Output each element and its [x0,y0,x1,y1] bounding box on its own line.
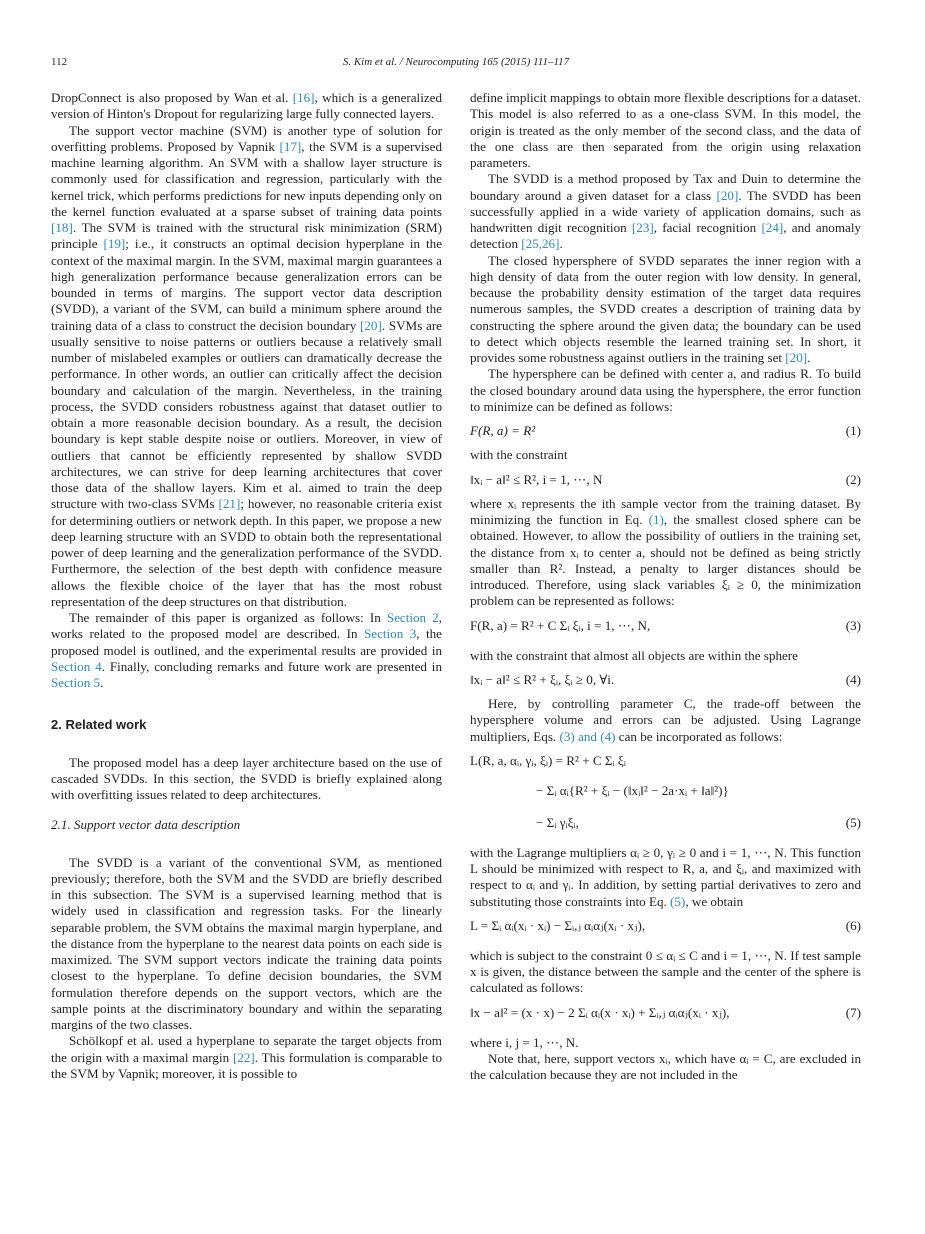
paragraph: Here, by controlling parameter C, the trade-off between the hypersphere volume and errors can be adjusted. Using Lagrange multipliers, Eqs. (3) and (4) can be incorporated as follows: [470,696,861,744]
equation-1: F(R, a) = R² (1) [470,423,861,438]
section-link[interactable]: Section 3 [363,626,417,642]
citation-link[interactable]: [23] [631,220,654,235]
paragraph: Schölkopf et al. used a hyperplane to separate the target objects from the origin with a maximal margin [22]. This formulation is comparable to the SVM by Vapnik; moreover, it is possible to [51,1033,442,1081]
citation-link[interactable]: [22] [232,1049,255,1065]
section-link[interactable]: Section 5 [51,675,101,690]
section-link[interactable]: Section 2 [386,610,439,625]
paragraph: where xᵢ represents the ith sample vector from the training dataset. By minimizing the function in Eq. (1), the smallest closed sphere can be obtained. However, to allow the possibility of outliers in the training set, the distance from xᵢ to center a, should not be defined as being strictly smaller than R². Instead, a penalty to larger distances should be introduced. Therefore, using slack variables ξᵢ ≥ 0, the minimization problem can be represented as follows: [470,495,861,609]
subsection-heading: 2.1. Support vector data description [51,817,241,833]
paragraph: with the Lagrange multipliers αᵢ ≥ 0, γᵢ ≥ 0 and i = 1, ⋯, N. This function L should be minimized with respect to R, a, and ξᵢ, and maximized with respect to αᵢ and γᵢ. In addition, by setting partial derivatives to zero and substituting those constraints into Eq. (5), we obtain [470,844,861,909]
paragraph: The SVDD is a method proposed by Tax and Duin to determine the boundary around a given dataset for a class [20]. The SVDD has been successfully applied in a wide variety of application domains, such as handwritten digit recognition [23], facial recognition [24], and anomaly detection [25,26]. [470,171,862,252]
equation-number: (4) [845,671,861,687]
citation-link[interactable]: [16] [292,90,315,105]
paragraph: The SVDD is a variant of the conventional SVM, as mentioned previously; therefore, both the SVM and the SVDD are briefly described in this subsection. The SVM is a supervised learning method that is widely used in classification and regression tasks. For the linearly separable problem, the SVM obtains the maximal margin hyperplane, and the distance from the hyperplane to the nearest data points on each side is maximized. The SVM support vectors indicate the training data points closest to the hyperplane. To define decision boundaries, the SVM formulation therefore depends on the support vectors, which are the sample points at the discriminatory boundary and within the separating margins of the two classes. [51,854,442,1032]
citation-link[interactable]: [21] [218,496,241,512]
paragraph: with the constraint [470,447,568,463]
citation-link[interactable]: [20] [785,350,808,365]
paragraph: The remainder of this paper is organized as follows: In Section 2, works related to the proposed model are described. In Section 3, the proposed model is outlined, and the experimental results are provided in Section 4. Finally, concluding remarks and future work are presented in Section 5. [51,610,442,690]
equation-7: ‖x − a‖² = (x · x) − 2 Σᵢ αᵢ(x · xᵢ) + Σᵢ,ⱼ αᵢαⱼ(xᵢ · xⱼ), (7) [470,1004,861,1020]
equation-6: L = Σᵢ αᵢ(xᵢ · xᵢ) − Σᵢ,ⱼ αᵢαⱼ(xᵢ · xⱼ), (6) [470,917,861,933]
citation-link[interactable]: [20] [716,187,739,203]
equation-2: ‖xᵢ − a‖² ≤ R², i = 1, ⋯, N (2) [470,471,861,487]
paragraph: DropConnect is also proposed by Wan et al. [16], which is a generalized version of Hinton's Dropout for regularizing large fully connected layers. [51,90,442,122]
page-number: 112 [51,56,68,68]
paragraph: define implicit mappings to obtain more flexible descriptions for a dataset. This model is also referred to as a one-class SVM. In this model, the origin is treated as the only member of the second class, and the data of the one class are then separated from the origin using relaxation parameters. [470,90,861,170]
equation-number: (5) [845,814,861,830]
paragraph: which is subject to the constraint 0 ≤ αᵢ ≤ C and i = 1, ⋯, N. If test sample x is given, the distance between the sample and the center of the sphere is calculated as follows: [470,947,861,996]
citation-link[interactable]: [19] [103,236,126,252]
equation-4: ‖xᵢ − a‖² ≤ R² + ξᵢ, ξᵢ ≥ 0, ∀i. (4) [470,671,861,687]
equation-number: (7) [845,1004,861,1020]
paragraph: where i, j = 1, ⋯, N. [470,1034,579,1050]
left-column [51,90,442,1082]
section-heading: 2. Related work [51,717,147,733]
paragraph: Note that, here, support vectors xᵢ, which have αᵢ = C, are excluded in the calculation because they are not included in the [470,1050,861,1082]
equation-number: (1) [845,423,861,438]
paragraph: The closed hypersphere of SVDD separates the inner region with a high density of data from the outer region with low density. In general, because the probability density estimation of the target data requires numerous samples, the SVDD creates a description of training data by constructing the sphere around the given data; the boundary can be used to detect which objects resemble the learned training set. In short, it provides some robustness against outliers in the training set [20]. [470,252,861,365]
right-column [470,90,861,1083]
citation-link[interactable]: [24] [761,220,784,235]
equation-link[interactable]: (3) and (4) [559,728,616,744]
paragraph: The hypersphere can be defined with center a, and radius R. To build the closed boundary around data using the hypersphere, the error function to minimize can be defined as follows: [470,366,861,414]
journal-citation: S. Kim et al. / Neurocomputing 165 (2015) 111–117 [342,56,570,68]
equation-link[interactable]: (1) [648,512,664,527]
equation-number: (6) [845,917,861,933]
citation-link[interactable]: [17] [279,138,302,154]
equation-number: (2) [845,471,861,487]
citation-link[interactable]: [25,26] [521,236,560,252]
equation-link[interactable]: (5) [670,893,686,909]
citation-link[interactable]: [20] [360,317,382,333]
section-link[interactable]: Section 4 [51,658,102,674]
paragraph: with the constraint that almost all objects are within the sphere [470,647,798,663]
equation-3: F(R, a) = R² + C Σᵢ ξᵢ, i = 1, ⋯, N, (3) [470,617,861,633]
paragraph: The support vector machine (SVM) is another type of solution for overfitting problems. Proposed by Vapnik [17], the SVM is a supervised machine learning algorithm. An SVM with a shallow layer structure is commonly used for classification and regression, particularly with the kernel trick, which performs predictions for new inputs depending only on the kernel function evaluated at a sparse subset of training data points [18]. The SVM is trained with the structural risk minimization (SRM) principle [19]; i.e., it constructs an optimal decision hyperplane in the context of the maximal margin. In the SVM, maximal margin guarantees a high generalization performance because generalization errors can be bounded in terms of margins. The support vector data description (SVDD), a variant of the SVM, can build a minimum sphere around the training data of a class to construct the decision boundary [20]. SVMs are usually sensitive to noise patterns or outliers because a relatively small number of mislabeled examples or outliers can dramatically decrease the performance. In other words, an outlier can critically affect the decision boundary and calculation of the margin. Nevertheless, in the training process, the SVDD considers robustness against that dataset outlier to obtain a more reasonable decision boundary. As a result, the decision boundary is kept stable despite noise or outliers. Moreover, in view of outliers that cannot be efficiently represented by shallow SVDD architectures, we can strive for deep learning architectures that cover those data of the shallow layers. Kim et al. aimed to train the deep structure with two-class SVMs [21]; however, no reasonable criteria exist for determining outliers or network depth. In this paper, we propose a new deep learning structure with an SVDD to obtain both the representational power of deep learning and the generalization performance of the SVDD. Furthermore, the selection of the best depth with confidence measure allows the flexible choice of the layer that has the most robust representation of the deep structures on that distribution. [51,122,443,609]
equation-5: L(R, a, αᵢ, γᵢ, ξᵢ) = R² + C Σᵢ ξᵢ − Σᵢ αᵢ{R² + ξᵢ − (‖xᵢ‖² − 2a·xᵢ + ‖a‖²)} − Σᵢ γᵢξᵢ, (5) [470,752,861,830]
paragraph: The proposed model has a deep layer architecture based on the use of cascaded SVDDs. In this section, the SVDD is briefly explained along with overfitting issues related to deep architectures. [51,754,442,802]
equation-number: (3) [845,617,861,633]
running-header [51,56,861,70]
citation-link[interactable]: [18] [51,220,73,235]
